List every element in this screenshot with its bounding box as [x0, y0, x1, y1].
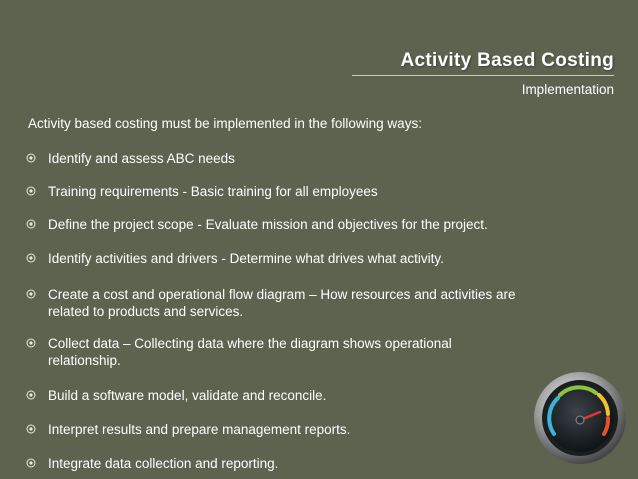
- circled-dot-icon: [26, 253, 36, 263]
- bullet-text: Interpret results and prepare management reports.: [48, 422, 351, 437]
- intro-text: Activity based costing must be implemented in the following ways:: [28, 116, 422, 131]
- circled-dot-icon: [26, 186, 36, 196]
- slide-subtitle: Implementation: [521, 82, 614, 97]
- circled-dot-icon: [26, 390, 36, 400]
- circled-dot-icon: [26, 219, 36, 229]
- circled-dot-icon: [26, 458, 36, 468]
- bullet-text: Create a cost and operational flow diagram – How resources and activities are related to products and services.: [48, 287, 516, 319]
- title-underline: [352, 75, 614, 76]
- bullet-text: Define the project scope - Evaluate mission and objectives for the project.: [48, 217, 488, 232]
- speedometer-gauge-icon: [530, 368, 630, 468]
- bullet-text: Integrate data collection and reporting.: [48, 456, 279, 471]
- circled-dot-icon: [26, 153, 36, 163]
- bullet-text: Collect data – Collecting data where the diagram shows operational relationship.: [48, 336, 452, 368]
- bullet-text: Identify activities and drivers - Determine what drives what activity.: [48, 251, 444, 266]
- slide-title: Activity Based Costing: [400, 50, 614, 71]
- bullet-text: Build a software model, validate and reconcile.: [48, 388, 327, 403]
- bullet-text: Identify and assess ABC needs: [48, 151, 235, 166]
- circled-dot-icon: [26, 289, 36, 299]
- circled-dot-icon: [26, 338, 36, 348]
- bullet-text: Training requirements - Basic training for all employees: [48, 184, 378, 199]
- circled-dot-icon: [26, 424, 36, 434]
